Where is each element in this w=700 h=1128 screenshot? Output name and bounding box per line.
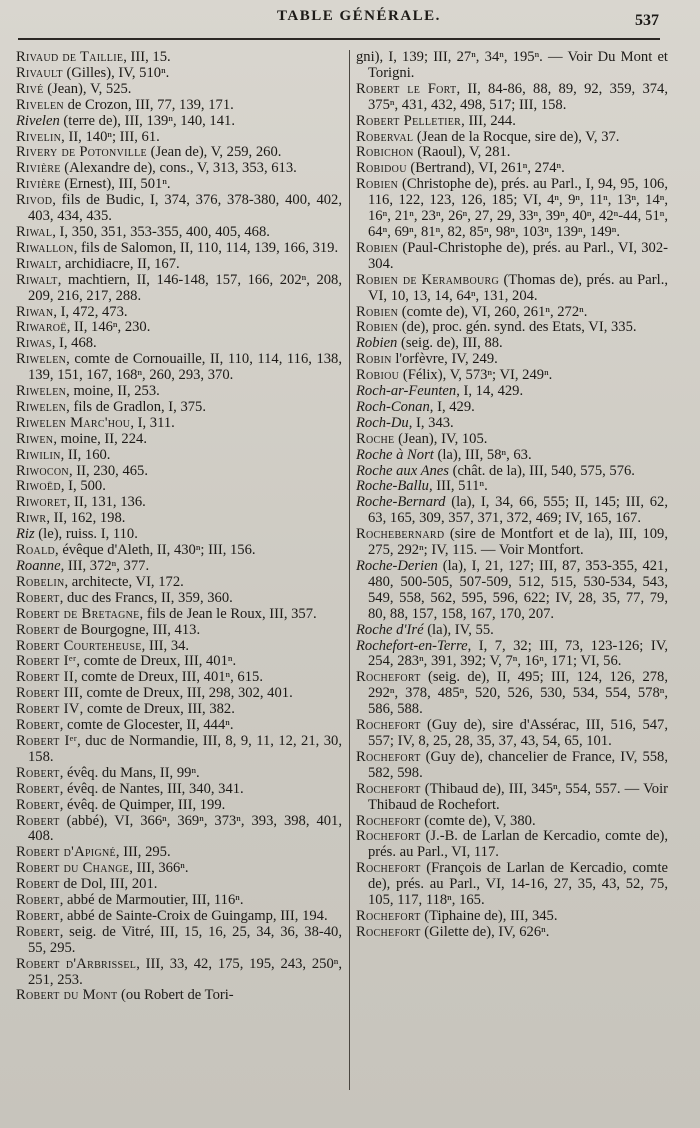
index-entry [16,241,342,257]
index-entry [16,464,342,480]
entry-headword: Robert III [16,685,80,702]
entry-references: , II, 146ⁿ, 230. [66,319,151,336]
entry-headword: Rochebernard [356,526,445,543]
index-entry [356,336,668,352]
entry-headword: Roch-ar-Feunten [356,383,457,400]
entry-headword: Riwilin [16,446,61,463]
index-entry [356,400,668,416]
entry-headword: Riwelen [16,383,67,400]
entry-references: de Crozon, III, 77, 139, 171. [63,96,234,113]
entry-references: (Guy de), sire d'Assérac, III, 516, 547, 557; IV, 8, 25, 28, 35, 37, 43, 54, 65, 101. [368,717,668,749]
index-entry [356,623,668,639]
entry-headword: Rochefort [356,860,421,877]
entry-references: de Bourgogne, III, 413. [59,621,201,638]
entry-headword: Robichon [356,144,414,161]
entry-headword: Rivery de Potonville [16,144,147,161]
entry-headword: Robert le Fort [356,80,457,97]
entry-headword: Robien [356,335,398,352]
entry-references: (abbé), VI, 366ⁿ, 369ⁿ, 373ⁿ, 393, 398, 401, 408. [28,812,342,845]
index-entry [16,305,342,321]
entry-references: , moine, II, 224. [53,430,147,447]
entry-references: , duc de Normandie, III, 8, 9, 11, 12, 21, 30, 158. [28,732,342,765]
entry-references: , III, 34. [141,637,190,654]
entry-references: (Bertrand), VI, 261ⁿ, 274ⁿ. [406,160,565,177]
index-entry [356,305,668,321]
index-column-left [16,50,342,1004]
running-header [0,0,700,44]
index-entry [16,702,342,718]
entry-references: , I, 343. [408,414,454,431]
index-entry [356,416,668,432]
entry-references: , II, 140ⁿ; III, 61. [61,128,160,145]
entry-references: , I, 311. [130,414,175,431]
entry-references: (ou Robert de Tori- [117,987,234,1004]
entry-headword: Robien de Kerambourg [356,271,499,288]
entry-references: , archidiacre, II, 167. [57,255,180,272]
header-rule [18,38,660,40]
entry-headword: Robert [16,780,60,797]
index-entry [16,82,342,98]
index-entry [356,479,668,495]
entry-headword: Riwaroë [16,319,67,336]
entry-references: , III, 511ⁿ. [428,478,488,495]
entry-references: (Alexandre de), cons., V, 313, 353, 613. [60,160,297,177]
entry-headword: Robert [16,876,60,893]
entry-references: , duc des Francs, II, 359, 360. [59,589,233,606]
entry-headword: Robert II [16,669,74,686]
entry-references: , évêque d'Aleth, II, 430ⁿ; III, 156. [55,542,256,559]
entry-headword: Robert [16,812,60,829]
entry-references: , I, 472, 473. [53,303,128,320]
entry-references: (Félix), V, 573ⁿ; VI, 249ⁿ. [399,367,553,384]
index-entry [356,670,668,718]
entry-references: (la), I, 21, 127; III, 87, 353-355, 421, 480, 500-505, 507-509, 512, 515, 530-534, 543, 549, 558, 562, 595, 596, 622; IV, 28, 35, 77, 79, 80, 88, 157, 158, 167, 170, 207. [368,558,668,622]
index-entry [356,82,668,114]
index-entry [16,718,342,734]
index-entry [16,527,342,543]
column-divider [349,50,350,1090]
entry-headword: Robert [16,796,60,813]
entry-headword: Riz [16,526,35,543]
index-entry [16,66,342,82]
entry-references: gni), I, 139; III, 27ⁿ, 34ⁿ, 195ⁿ. — Voir Du Mont et Torigni. [356,49,668,81]
entry-references: , abbé de Marmoutier, III, 116ⁿ. [59,892,244,909]
entry-references: (Guy de), chancelier de France, IV, 558, 582, 598. [368,748,668,781]
entry-references: , III, 15. [123,49,171,65]
entry-headword: Robien [356,319,399,336]
index-entry [16,320,342,336]
index-entry [356,177,668,241]
entry-references: (sire de Montfort et de la), III, 109, 275, 292ⁿ; IV, 115. — Voir Montfort. [368,526,668,559]
index-entry [16,145,342,161]
entry-references: (Ernest), III, 501ⁿ. [60,176,171,193]
entry-headword: Riwal [16,223,53,240]
entry-references: , comte de Dreux, III, 382. [79,701,235,718]
index-entry [16,734,342,766]
entry-headword: Rivelen [16,112,60,129]
entry-headword: Riwalt [16,271,58,288]
index-entry [356,130,668,146]
index-entry [16,273,342,305]
entry-references: , abbé de Sainte-Croix de Guingamp, III, 194. [59,907,328,924]
entry-headword: Rochefort [356,669,421,686]
entry-references: (François de Larlan de Kercadio, comte de), prés. au Parl., VI, 14-16, 27, 35, 43, 52, 75, 105, 117, 118ⁿ, 165. [368,860,668,909]
entry-references: , machtiern, II, 146-148, 157, 166, 202ⁿ, 208, 209, 216, 217, 288. [28,271,342,304]
page-number: 537 [635,12,659,29]
entry-headword: Roche aux Anes [356,462,449,479]
entry-headword: Riwr [16,510,47,527]
entry-headword: Riwan [16,303,54,320]
entry-headword: Robert [16,892,60,909]
entry-references: , évêq. de Nantes, III, 340, 341. [59,780,244,797]
index-entry [356,448,668,464]
entry-headword: Rivelin [16,128,62,145]
entry-references: , fils de Jean le Roux, III, 357. [139,605,317,622]
entry-headword: Robin [356,351,392,368]
entry-references: (Jean de), V, 259, 260. [146,144,282,161]
entry-references: (Christophe de), prés. au Parl., I, 94, 95, 106, 116, 122, 123, 126, 185; VI, 4ⁿ, 9ⁿ, 11ⁿ, 13ⁿ, 14ⁿ, 16ⁿ, 21ⁿ, 23ⁿ, 26ⁿ, 27, 29, 33ⁿ, 39ⁿ, 40ⁿ, 42ⁿ-44, 51ⁿ, 64ⁿ, 69ⁿ, 81ⁿ, 82, 85ⁿ, 98ⁿ, 103ⁿ, 139ⁿ, 149ⁿ. [368,176,668,240]
entry-headword: Riwelen [16,398,67,415]
index-entry [16,130,342,146]
entry-headword: Roche [356,430,395,447]
index-entry [16,114,342,130]
entry-references: (Raoul), V, 281. [413,144,511,161]
entry-headword: Robert d'Apigné [16,844,116,861]
entry-headword: Robien [356,239,399,256]
entry-headword: Robert du Mont [16,987,118,1004]
entry-headword: Robert de Bretagne [16,605,140,622]
index-entry [356,829,668,861]
index-entry [356,750,668,782]
index-entry [16,559,342,575]
index-entry [16,98,342,114]
entry-references: , comte de Dreux, III, 298, 302, 401. [79,685,293,702]
entry-references: , moine, II, 253. [66,383,160,400]
index-entry [356,50,668,82]
entry-references: , évêq. de Quimper, III, 199. [59,796,226,813]
entry-references: l'orfèvre, IV, 249. [391,351,498,368]
entry-headword: Rochefort [356,923,421,940]
entry-references: , I, 500. [60,478,106,495]
index-entry [356,464,668,480]
entry-references: (le), ruiss. I, 110. [34,526,138,543]
entry-headword: Rochefort [356,907,421,924]
index-entry [16,177,342,193]
entry-references: (comte de), VI, 260, 261ⁿ, 272ⁿ. [398,303,588,320]
index-entry [16,686,342,702]
entry-references: , comte de Cornouaille, II, 110, 114, 116, 138, 139, 151, 167, 168ⁿ, 260, 293, 370. [28,351,342,384]
entry-headword: Robert Pelletier [356,112,462,129]
entry-references: , III, 244. [461,112,516,129]
entry-headword: Rivod [16,192,53,209]
entry-headword: Rochefort [356,717,421,734]
entry-references: , I, 468. [51,335,97,352]
index-entry [16,384,342,400]
entry-references: (Jean), V, 525. [43,80,132,97]
entry-headword: Robert [16,923,60,940]
entry-headword: Robert du Change [16,860,130,877]
entry-references: (la), IV, 55. [423,621,494,638]
index-entry [16,193,342,225]
entry-headword: Riwelen [16,351,67,368]
entry-references: , III, 33, 42, 175, 195, 243, 250ⁿ, 251, 253. [28,955,343,988]
entry-headword: Rochefort [356,828,421,845]
entry-headword: Robert [16,589,60,606]
entry-headword: Riwallon [16,239,74,256]
entry-headword: Riwalt [16,255,58,272]
entry-headword: Rivault [16,64,63,81]
entry-headword: Riwen [16,430,54,447]
entry-references: , II, 230, 465. [68,462,148,479]
index-entry [356,384,668,400]
entry-headword: Riwoëd [16,478,61,495]
index-entry [16,495,342,511]
index-entry [16,400,342,416]
entry-headword: Roche-Ballu [356,478,429,495]
entry-headword: Robelin [16,573,65,590]
index-entry [356,114,668,130]
entry-headword: Robien [356,176,399,193]
index-entry [356,925,668,941]
entry-references: (seig. de), III, 88. [397,335,503,352]
index-entry [16,448,342,464]
entry-headword: Roche-Bernard [356,494,446,511]
entry-references: , comte de Glocester, II, 444ⁿ. [59,717,234,734]
entry-headword: Robien [356,303,399,320]
index-entry [356,320,668,336]
entry-headword: Robert Iᵉʳ [16,732,78,749]
index-entry [356,241,668,273]
header-title: TABLE GÉNÉRALE. [277,8,441,24]
entry-references: (Gilles), IV, 510ⁿ. [62,64,170,81]
entry-headword: Rivé [16,80,44,97]
index-entry [16,957,342,989]
index-entry [16,432,342,448]
index-entry [356,639,668,671]
entry-references: de Dol, III, 201. [59,876,158,893]
entry-headword: Roch-Conan [356,398,430,415]
index-entry [16,654,342,670]
index-entry [16,591,342,607]
entry-headword: Roberval [356,128,414,145]
entry-references: (Jean de la Rocque, sire de), V, 37. [413,128,620,145]
entry-headword: Rivelen [16,96,64,113]
index-entry [16,607,342,623]
entry-headword: Roche d'Iré [356,621,424,638]
index-entry [16,225,342,241]
entry-references: , I, 429. [429,398,475,415]
entry-references: (seig. de), II, 495; III, 124, 126, 278, 292ⁿ, 378, 485ⁿ, 520, 526, 530, 534, 554, 578ⁿ, 586, 588. [368,669,668,718]
entry-references: (la), I, 34, 66, 555; II, 145; III, 62, 63, 165, 309, 357, 371, 372, 469; IV, 165, 167. [368,494,668,527]
index-entry [356,368,668,384]
entry-headword: Robert [16,621,60,638]
entry-headword: Rochefort [356,748,421,765]
index-entry [356,814,668,830]
entry-references: , fils de Gradlon, I, 375. [66,398,206,415]
index-entry [16,861,342,877]
index-entry [16,161,342,177]
entry-references: (Thomas de), prés. au Parl., VI, 10, 13, 14, 64ⁿ, 131, 204. [368,271,668,304]
index-entry [356,559,668,623]
entry-references: (Jean), IV, 105. [394,430,488,447]
entry-references: (Thibaud de), III, 345ⁿ, 554, 557. — Voir Thibaud de Rochefort. [368,780,668,813]
index-entry [356,495,668,527]
index-entry [16,416,342,432]
index-entry [16,336,342,352]
entry-references: (J.-B. de Larlan de Kercadio, comte de), prés. au Parl., VI, 117. [368,828,668,861]
entry-references: , III, 295. [115,844,171,861]
index-entry [356,432,668,448]
entry-references: , I, 350, 351, 353-355, 400, 405, 468. [52,223,270,240]
entry-headword: Robiou [356,367,400,384]
entry-references: , fils de Budic, I, 374, 376, 378-380, 400, 402, 403, 434, 435. [28,192,342,225]
index-entry [16,670,342,686]
entry-headword: Rochefort [356,780,421,797]
index-entry [16,257,342,273]
entry-references: (de), proc. gén. synd. des Etats, VI, 335. [398,319,637,336]
index-entry [16,575,342,591]
entry-headword: Robert IV [16,701,80,718]
entry-headword: Riworet [16,494,67,511]
index-entry [16,845,342,861]
index-entry [16,782,342,798]
index-entry [16,543,342,559]
index-entry [16,639,342,655]
entry-references: (terre de), III, 139ⁿ, 140, 141. [59,112,235,129]
entry-headword: Rochefort-en-Terre [356,637,468,654]
entry-headword: Robert d'Arbrissel [16,955,137,972]
entry-headword: Robert [16,717,60,734]
entry-references: (la), III, 58ⁿ, 63. [433,446,532,463]
entry-headword: Roche-Derien [356,558,438,574]
index-entry [356,273,668,305]
entry-references: (chât. de la), III, 540, 575, 576. [448,462,635,479]
entry-references: , III, 372ⁿ, 377. [60,558,150,574]
entry-headword: Riwelen Marc'hou [16,414,131,431]
index-entry [16,814,342,846]
entry-references: , II, 84-86, 88, 89, 92, 359, 374, 375ⁿ, 431, 432, 498, 517; III, 158. [368,80,668,113]
index-entry [16,766,342,782]
index-entry [356,861,668,909]
entry-references: , II, 131, 136. [66,494,146,511]
entry-references: (comte de), V, 380. [420,812,536,829]
index-entry [16,511,342,527]
index-entry [16,925,342,957]
entry-headword: Robert Iᵉʳ [16,653,77,670]
index-entry [356,909,668,925]
entry-headword: Roald [16,542,56,559]
index-entry [16,988,342,1004]
entry-references: , II, 162, 198. [46,510,126,527]
index-entry [356,161,668,177]
entry-references: , architecte, VI, 172. [64,573,184,590]
entry-references: (Paul-Christophe de), prés. au Parl., VI, 302-304. [368,239,668,272]
entry-headword: Rochefort [356,812,421,829]
entry-references: , fils de Salomon, II, 110, 114, 139, 166, 319. [73,239,339,256]
entry-headword: Rivaud de Taillie [16,49,124,65]
entry-headword: Robidou [356,160,407,177]
entry-headword: Rivière [16,160,61,177]
entry-headword: Robert [16,764,60,781]
entry-references: , seig. de Vitré, III, 15, 16, 25, 34, 36, 38-40, 55, 295. [28,923,342,956]
index-entry [356,718,668,750]
entry-headword: Rivière [16,176,61,193]
index-entry [16,623,342,639]
entry-references: (Gilette de), IV, 626ⁿ. [420,923,550,940]
index-entry [356,527,668,559]
entry-references: (Tiphaine de), III, 345. [420,907,558,924]
index-entry [356,145,668,161]
entry-references: , comte de Dreux, III, 401ⁿ. [76,653,237,670]
index-entry [356,782,668,814]
index-column-right [356,50,668,941]
entry-references: , I, 14, 429. [456,383,524,400]
entry-references: , I, 7, 32; III, 73, 123-126; IV, 254, 283ⁿ, 391, 392; V, 7ⁿ, 16ⁿ, 171; VI, 56. [368,637,668,670]
entry-headword: Roch-Du [356,414,409,431]
index-entry [16,50,342,66]
index-entry [16,352,342,384]
entry-references: , III, 366ⁿ. [129,860,189,877]
entry-references: , II, 160. [60,446,111,463]
entry-headword: Roche à Nort [356,446,434,463]
index-entry [16,798,342,814]
entry-headword: Riwas [16,335,52,352]
index-entry [356,352,668,368]
index-entry [16,909,342,925]
index-entry [16,877,342,893]
entry-references: , évêq. du Mans, II, 99ⁿ. [59,764,200,781]
index-entry [16,479,342,495]
entry-references: , comte de Dreux, III, 401ⁿ, 615. [73,669,263,686]
index-entry [16,893,342,909]
entry-headword: Riwocon [16,462,69,479]
entry-headword: Roanne [16,558,61,574]
entry-headword: Robert [16,907,60,924]
entry-headword: Robert Courteheuse [16,637,142,654]
